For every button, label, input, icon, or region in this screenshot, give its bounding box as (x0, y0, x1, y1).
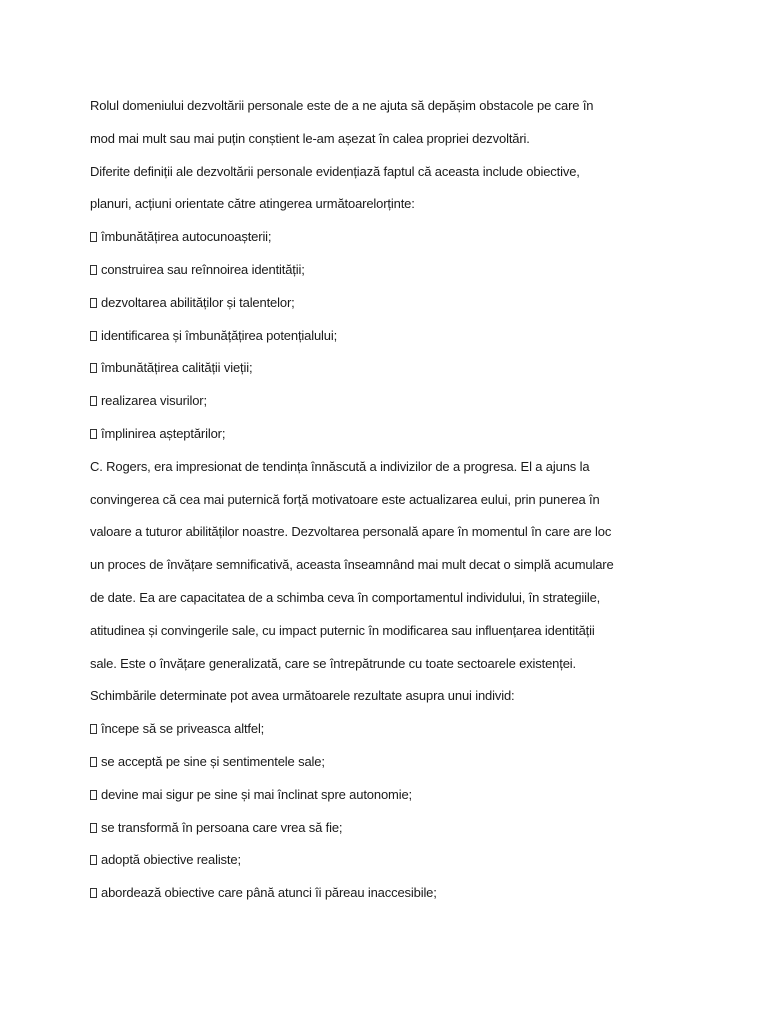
line-text: planuri, acțiuni orientate către atingerea următoarelorținte: (90, 196, 415, 212)
line-text: valoare a tuturor abilităților noastre. Dezvoltarea personală apare în momentul în care are loc (90, 524, 612, 540)
bullet-item (90, 877, 690, 910)
document-body (90, 90, 690, 910)
bullet-text: se acceptă pe sine și sentimentele sale; (101, 753, 325, 769)
paragraph-line (90, 680, 690, 713)
missing-glyph-bullet-icon (90, 855, 97, 865)
paragraph-line (90, 90, 690, 123)
line-text: C. Rogers, era impresionat de tendința înnăscută a indivizilor de a progresa. El a ajuns la (90, 458, 590, 474)
bullet-item (90, 844, 690, 877)
missing-glyph-bullet-icon (90, 396, 97, 406)
bullet-item (90, 352, 690, 385)
paragraph-line (90, 615, 690, 648)
bullet-text: identificarea și îmbunățățirea potențialului; (101, 327, 338, 343)
line-text: Diferite definiții ale dezvoltării personale evidențiază faptul că aceasta include obiective, (90, 163, 580, 179)
missing-glyph-bullet-icon (90, 265, 97, 275)
missing-glyph-bullet-icon (90, 232, 97, 242)
bullet-text: construirea sau reînnoirea identității; (101, 261, 305, 277)
paragraph-line (90, 648, 690, 681)
paragraph-line (90, 549, 690, 582)
bullet-item (90, 221, 690, 254)
missing-glyph-bullet-icon (90, 823, 97, 833)
line-text: convingerea că cea mai puternică forță motivatoare este actualizarea eului, prin punerea în (90, 491, 600, 507)
bullet-text: împlinirea așteptărilor; (101, 425, 226, 441)
bullet-item (90, 713, 690, 746)
bullet-item (90, 320, 690, 353)
line-text: Schimbările determinate pot avea următoarele rezultate asupra unui individ: (90, 688, 515, 704)
missing-glyph-bullet-icon (90, 429, 97, 439)
missing-glyph-bullet-icon (90, 888, 97, 898)
missing-glyph-bullet-icon (90, 331, 97, 341)
bullet-item (90, 746, 690, 779)
bullet-text: realizarea visurilor; (101, 393, 207, 409)
bullet-item (90, 287, 690, 320)
paragraph-line (90, 451, 690, 484)
missing-glyph-bullet-icon (90, 724, 97, 734)
bullet-item (90, 418, 690, 451)
bullet-text: adoptă obiective realiste; (101, 852, 241, 868)
paragraph-line (90, 156, 690, 189)
paragraph-line (90, 484, 690, 517)
bullet-text: se transformă în persoana care vrea să fie; (101, 819, 343, 835)
bullet-item (90, 812, 690, 845)
paragraph-line (90, 516, 690, 549)
line-text: sale. Este o învățare generalizată, care se întrepătrunde cu toate sectoarele existenței. (90, 655, 577, 671)
bullet-text: devine mai sigur pe sine și mai înclinat spre autonomie; (101, 786, 412, 802)
line-text: mod mai mult sau mai puțin conștient le-am așezat în calea propriei dezvoltări. (90, 130, 530, 146)
missing-glyph-bullet-icon (90, 363, 97, 373)
line-text: Rolul domeniului dezvoltării personale este de a ne ajuta să depășim obstacole pe care în (90, 98, 594, 113)
line-text: un proces de învățare semnificativă, aceasta înseamnând mai mult decat o simplă acumulare (90, 557, 614, 573)
missing-glyph-bullet-icon (90, 298, 97, 308)
bullet-text: îmbunătățirea calității vieții; (101, 360, 253, 376)
paragraph-line (90, 582, 690, 615)
bullet-item (90, 254, 690, 287)
missing-glyph-bullet-icon (90, 790, 97, 800)
bullet-item (90, 385, 690, 418)
line-text: atitudinea și convingerile sale, cu impact puternic în modificarea sau influențarea identității (90, 622, 595, 638)
bullet-text: începe să se priveasca altfel; (101, 721, 265, 737)
line-text: de date. Ea are capacitatea de a schimba ceva în comportamentul individului, în strategiile, (90, 589, 601, 605)
bullet-text: dezvoltarea abilităților și talentelor; (101, 294, 295, 310)
missing-glyph-bullet-icon (90, 757, 97, 767)
paragraph-line (90, 123, 690, 156)
paragraph-line (90, 188, 690, 221)
bullet-text: abordează obiective care până atunci îi păreau inaccesibile; (101, 885, 437, 901)
bullet-text: îmbunătățirea autocunoașterii; (101, 229, 272, 245)
bullet-item (90, 779, 690, 812)
